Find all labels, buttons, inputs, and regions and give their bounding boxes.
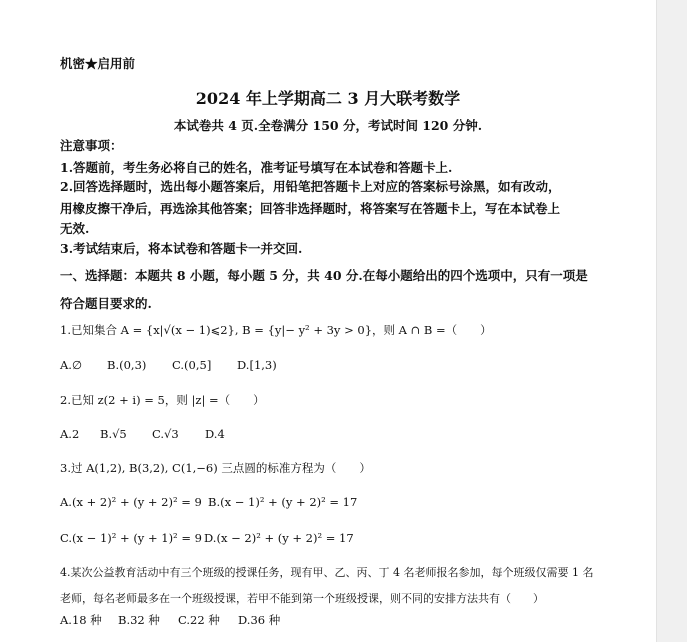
note-3: 3.考试结束后，将本试卷和答题卡一并交回. [60, 241, 303, 256]
question-1-option-b: B.(0,3) [107, 358, 147, 372]
note-1: 1.答题前，考生务必将自己的姓名，准考证号填写在本试卷和答题卡上. [60, 160, 453, 175]
question-4-stem-line-2: 老师，每名老师最多在一个班级授课，若甲不能到第一个班级授课，则不同的安排方法共有（ ） [60, 592, 544, 605]
question-1-option-c: C.(0,5] [172, 358, 212, 372]
note-2-line-1: 2.回答选择题时，选出每小题答案后，用铅笔把答题卡上对应的答案标号涂黑，如有改动， [60, 179, 561, 194]
question-3-option-a: A.(x + 2)² + (y + 2)² = 9 [60, 495, 202, 509]
question-1-option-d: D.[1,3) [237, 358, 277, 372]
question-2-stem: 2.已知 z(2 + i) = 5，则 |z| =（ ） [60, 393, 265, 407]
exam-title: 2024 年上学期高二 3 月大联考数学 [195, 89, 461, 108]
note-2-line-2: 用橡皮擦干净后，再选涂其他答案；回答非选择题时，将答案写在答题卡上，写在本试卷上 [60, 201, 561, 216]
viewer-scroll-gutter [656, 0, 687, 642]
question-1-option-a: A.∅ [60, 358, 82, 372]
question-3-stem: 3.过 A(1,2), B(3,2), C(1,−6) 三点圆的标准方程为（ ） [60, 461, 371, 475]
note-2-line-3: 无效. [60, 221, 90, 236]
section-heading-line-2: 符合题目要求的. [60, 296, 152, 311]
question-1-stem: 1.已知集合 A = {x|√(x − 1)⩽2}, B = {y|− y² + 3y > 0}，则 A ∩ B =（ ） [60, 323, 492, 337]
notes-heading: 注意事项： [60, 138, 123, 153]
question-4-option-a: A.18 种 [60, 613, 102, 627]
question-2-option-a: A.2 [60, 427, 80, 441]
question-4-option-d: D.36 种 [238, 613, 281, 627]
question-3-option-c: C.(x − 1)² + (y + 1)² = 9 [60, 531, 202, 545]
question-3-option-d: D.(x − 2)² + (y + 2)² = 17 [204, 531, 354, 545]
exam-subtitle: 本试卷共 4 页.全卷满分 150 分，考试时间 120 分钟. [173, 118, 483, 133]
question-4-option-c: C.22 种 [178, 613, 220, 627]
section-heading-line-1: 一、选择题：本题共 8 小题，每小题 5 分，共 40 分.在每小题给出的四个选项中，只有一项是 [60, 268, 588, 283]
question-2-option-c: C.√3 [152, 427, 179, 441]
question-2-option-d: D.4 [205, 427, 225, 441]
question-3-option-b: B.(x − 1)² + (y + 2)² = 17 [208, 495, 358, 509]
question-2-option-b: B.√5 [100, 427, 127, 441]
confidential-label: 机密★启用前 [60, 56, 136, 71]
question-4-stem-line-1: 4.某次公益教育活动中有三个班级的授课任务，现有甲、乙、丙、丁 4 名老师报名参加，每个班级仅需要 1 名 [60, 566, 594, 579]
question-4-option-b: B.32 种 [118, 613, 160, 627]
